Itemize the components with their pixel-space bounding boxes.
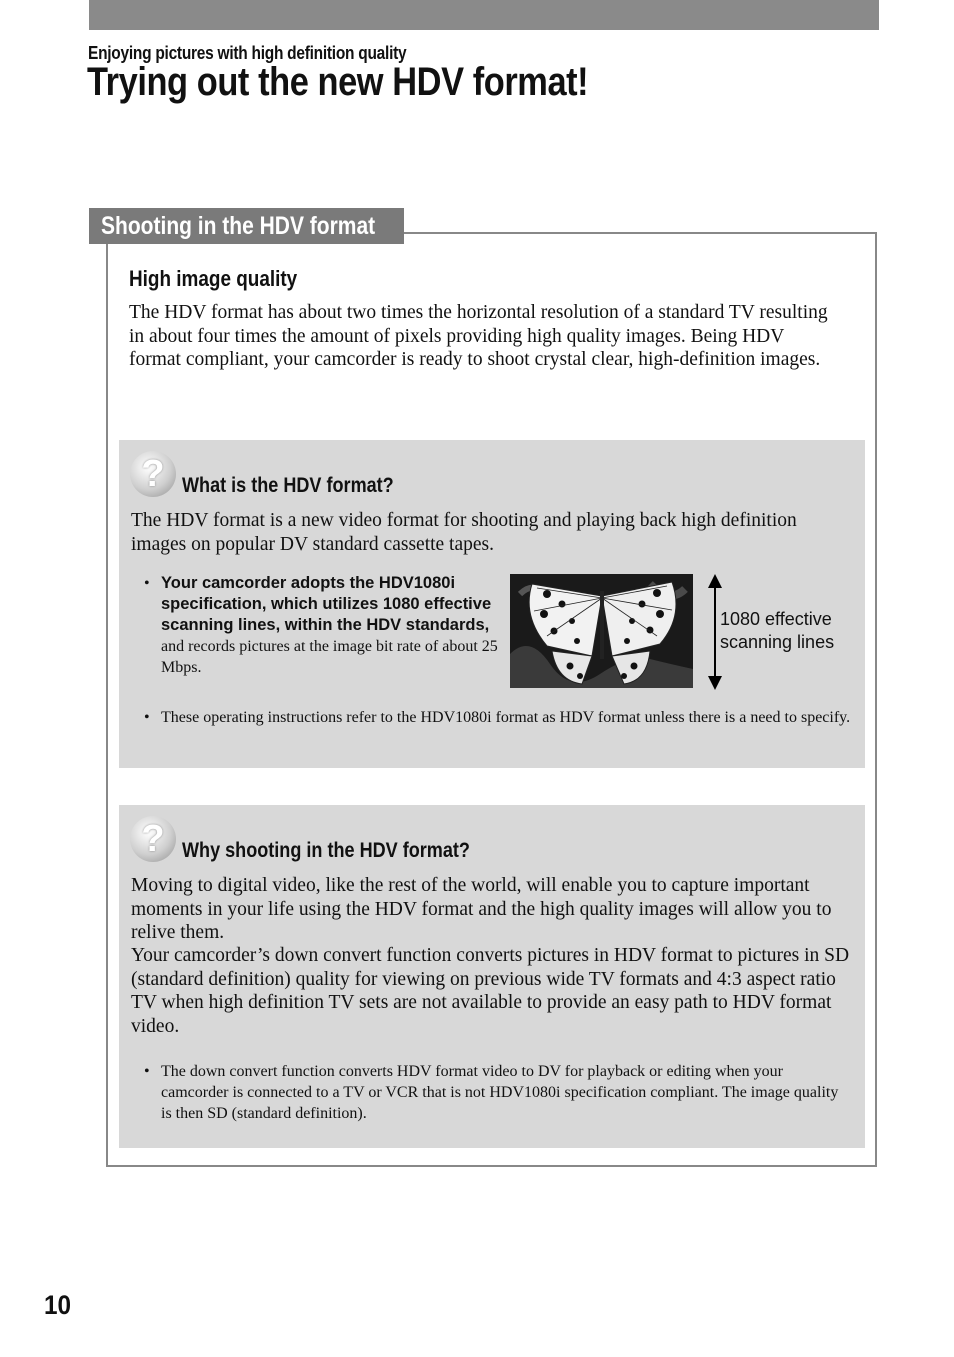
subhead-high-image-quality: High image quality <box>129 266 298 291</box>
section-tab-label: Shooting in the HDV format <box>101 212 376 240</box>
bullet-bold-text: Your camcorder adopts the HDV1080i specification, which utilizes 1080 effective scanning lines, within the HDV standards, <box>161 574 492 634</box>
bullet-hdv1080i-spec <box>161 573 499 678</box>
info-box-title: What is the HDV format? <box>182 474 394 497</box>
info-box-why-hdv <box>119 805 865 1148</box>
info-box-title: Why shooting in the HDV format? <box>182 839 470 862</box>
section-body: The HDV format has about two times the horizontal resolution of a standard TV resulting in about four times the amount of pixels providing high quality images. Being HDV format compliant, your camcorder is ready to shoot crystal clear, high-definition images. <box>129 302 828 371</box>
bullet-down-convert: • The down convert function converts HDV format video to DV for playback or editing when your camcorder is connected to a TV or VCR that is not HDV1080i specification compliant. The image quality is then SD (standard definition). <box>161 1061 851 1124</box>
info-box-body-2: Your camcorder’s down convert function converts pictures in HDV format to pictures in SD (standard definition) quality for viewing on previous wide TV formats and 4:3 aspect ratio TV when high definition TV sets are not available to provide an easy path to HDV format video. <box>131 945 850 1038</box>
section-tab <box>89 208 404 244</box>
page-number: 10 <box>44 1290 72 1320</box>
info-box-body-1: Moving to digital video, like the rest of the world, will enable you to capture important moments in your life using the HDV format and the high quality images will allow you to relive them. <box>131 875 832 944</box>
question-icon: ? <box>130 451 176 497</box>
info-box-body: The HDV format is a new video format for shooting and playing back high definition images on popular DV standard cassette tapes. <box>131 510 797 555</box>
butterfly-photo <box>510 574 693 688</box>
bullet-plain-text: and records pictures at the image bit rate of about 25 Mbps. <box>161 638 498 676</box>
info-box-what-is-hdv <box>119 440 865 768</box>
scanning-lines-label: 1080 effective scanning lines <box>720 609 835 652</box>
bullet-terminology-note: • These operating instructions refer to the HDV1080i format as HDV format unless there is a need to specify. <box>161 707 851 728</box>
page-title: Trying out the new HDV format! <box>87 60 589 104</box>
header-bar <box>89 0 879 30</box>
page-kicker: Enjoying pictures with high definition quality <box>88 43 407 63</box>
question-icon: ? <box>130 816 176 862</box>
